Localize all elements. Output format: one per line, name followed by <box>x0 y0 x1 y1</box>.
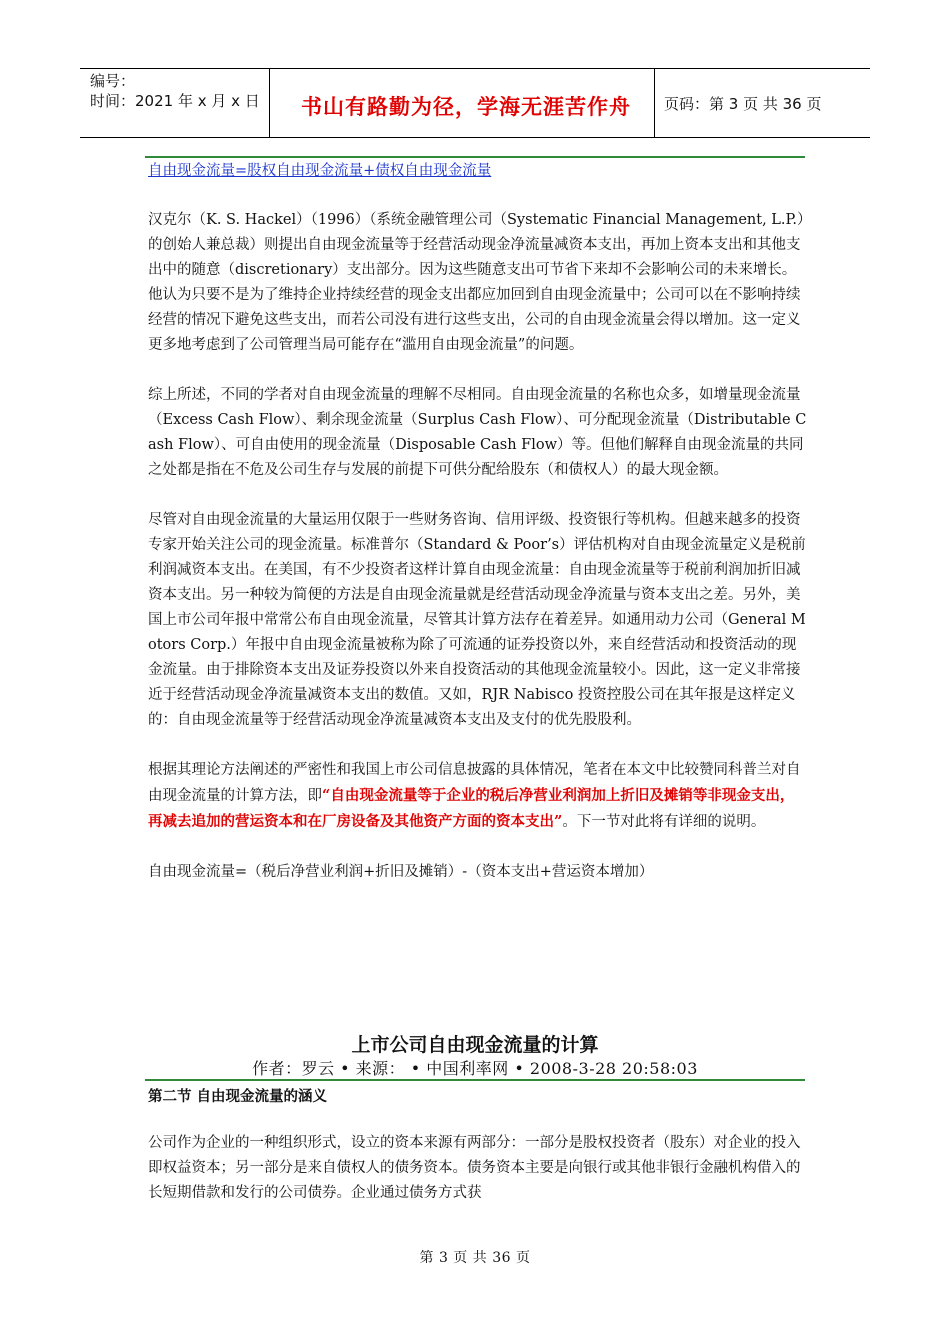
header-motto: 书山有路勤为径，学海无涯苦作舟 <box>301 95 631 119</box>
paragraph: 尽管对自由现金流量的大量运用仅限于一些财务咨询、信用评级、投资银行等机构。但越来越多的投资专家开始关注公司的现金流量。标准普尔（Standard & Poor’s）评估机构对自由现金流量定义是税前利润减资本支出。在美国，有不少投资者这样计算自由现金流量：自由现金流量等于税前利润加折旧减资本支出。另一种较为简便的方法是自由现金流量就是经营活动现金净流量与资本支出之差。另外，美国上市公司年报中常常公布自由现金流量，尽管其计算方法存在着差异。如通用动力公司（General Motors Corp.）年报中自由现金流量被称为除了可流通的证券投资以外，来自经营活动和投资活动的现金流量。由于排除资本支出及证券投资以外来自投资活动的其他现金流量较小。因此，这一定义非常接近于经营活动现金净流量减资本支出的数值。又如，RJR Nabisco 投资控股公司在其年报是这样定义的：自由现金流量等于经营活动现金净流量减资本支出及支付的优先股股利。 <box>148 512 806 728</box>
highlighted-definition: “自由现金流量等于企业的税后净营业利润加上折旧及摊销等非现金支出，再减去追加的营运资本和在厂房设备及其他资产方面的资本支出” <box>148 787 795 830</box>
section-heading: 第二节 自由现金流量的涵义 <box>148 1089 328 1105</box>
document-date: 时间：2021 年 x 月 x 日 <box>90 92 260 110</box>
document-number: 编号： <box>90 72 136 90</box>
article-body <box>148 1131 808 1206</box>
paragraph-text: 。下一节对此将有详细的说明。 <box>562 814 766 830</box>
formula-link[interactable]: 自由现金流量=股权自由现金流量+债权自由现金流量 <box>148 163 492 179</box>
header-page-number: 页码：第 3 页 共 36 页 <box>664 95 822 113</box>
paragraph: 综上所述，不同的学者对自由现金流量的理解不尽相同。自由现金流量的名称也众多，如增量现金流量（Excess Cash Flow）、剩余现金流量（Surplus Cash Flow）、可分配现金流量（Distributable Cash Flow）、可自由使用的现金流量（Disposable Cash Flow）等。但他们解释自由现金流量的共同之处都是指在不危及公司生存与发展的前提下可供分配给股东（和债权人）的最大现金额。 <box>148 387 807 478</box>
header-meta <box>90 71 260 111</box>
page-footer: 第 3 页 共 36 页 <box>419 1250 531 1266</box>
header-divider <box>269 69 270 137</box>
header-divider <box>654 69 655 137</box>
paragraph-text: 根据其理论方法阐述的严密性和我国上市公司信息披露的具体情况，笔者在本文中比较赞同科普兰对自由现金流量的计算方法，即 <box>148 762 801 804</box>
article-title: 上市公司自由现金流量的计算 <box>351 1034 599 1056</box>
main-content <box>148 159 808 885</box>
paragraph-conclusion <box>148 758 808 835</box>
paragraph: 汉克尔（K. S. Hackel）（1996）（系统金融管理公司（Systematic Financial Management, L.P.）的创始人兼总裁）则提出自由现金流量等于经营活动现金净流量减资本支出，再加上资本支出和其他支出中的随意（discretionary）支出部分。因为这些随意支出可节省下来却不会影响公司的未来增长。他认为只要不是为了维持企业持续经营的现金支出都应加回到自由现金流量中；公司可以在不影响持续经营的情况下避免这些支出，而若公司没有进行这些支出，公司的自由现金流量会得以增加。这一定义更多地考虑到了公司管理当局可能存在“滥用自由现金流量”的问题。 <box>148 212 805 353</box>
article-divider <box>145 1079 805 1081</box>
page-header <box>80 68 870 138</box>
article-meta: 作者：罗云 • 来源： • 中国利率网 • 2008-3-28 20:58:03 <box>252 1059 698 1078</box>
top-divider <box>145 156 805 158</box>
formula: 自由现金流量=（税后净营业利润+折旧及摊销）-（资本支出+营运资本增加） <box>148 864 654 880</box>
paragraph: 公司作为企业的一种组织形式，设立的资本来源有两部分：一部分是股权投资者（股东）对企业的投入即权益资本；另一部分是来自债权人的债务资本。债务资本主要是向银行或其他非银行金融机构借入的长短期借款和发行的公司债券。企业通过债务方式获 <box>148 1135 801 1201</box>
